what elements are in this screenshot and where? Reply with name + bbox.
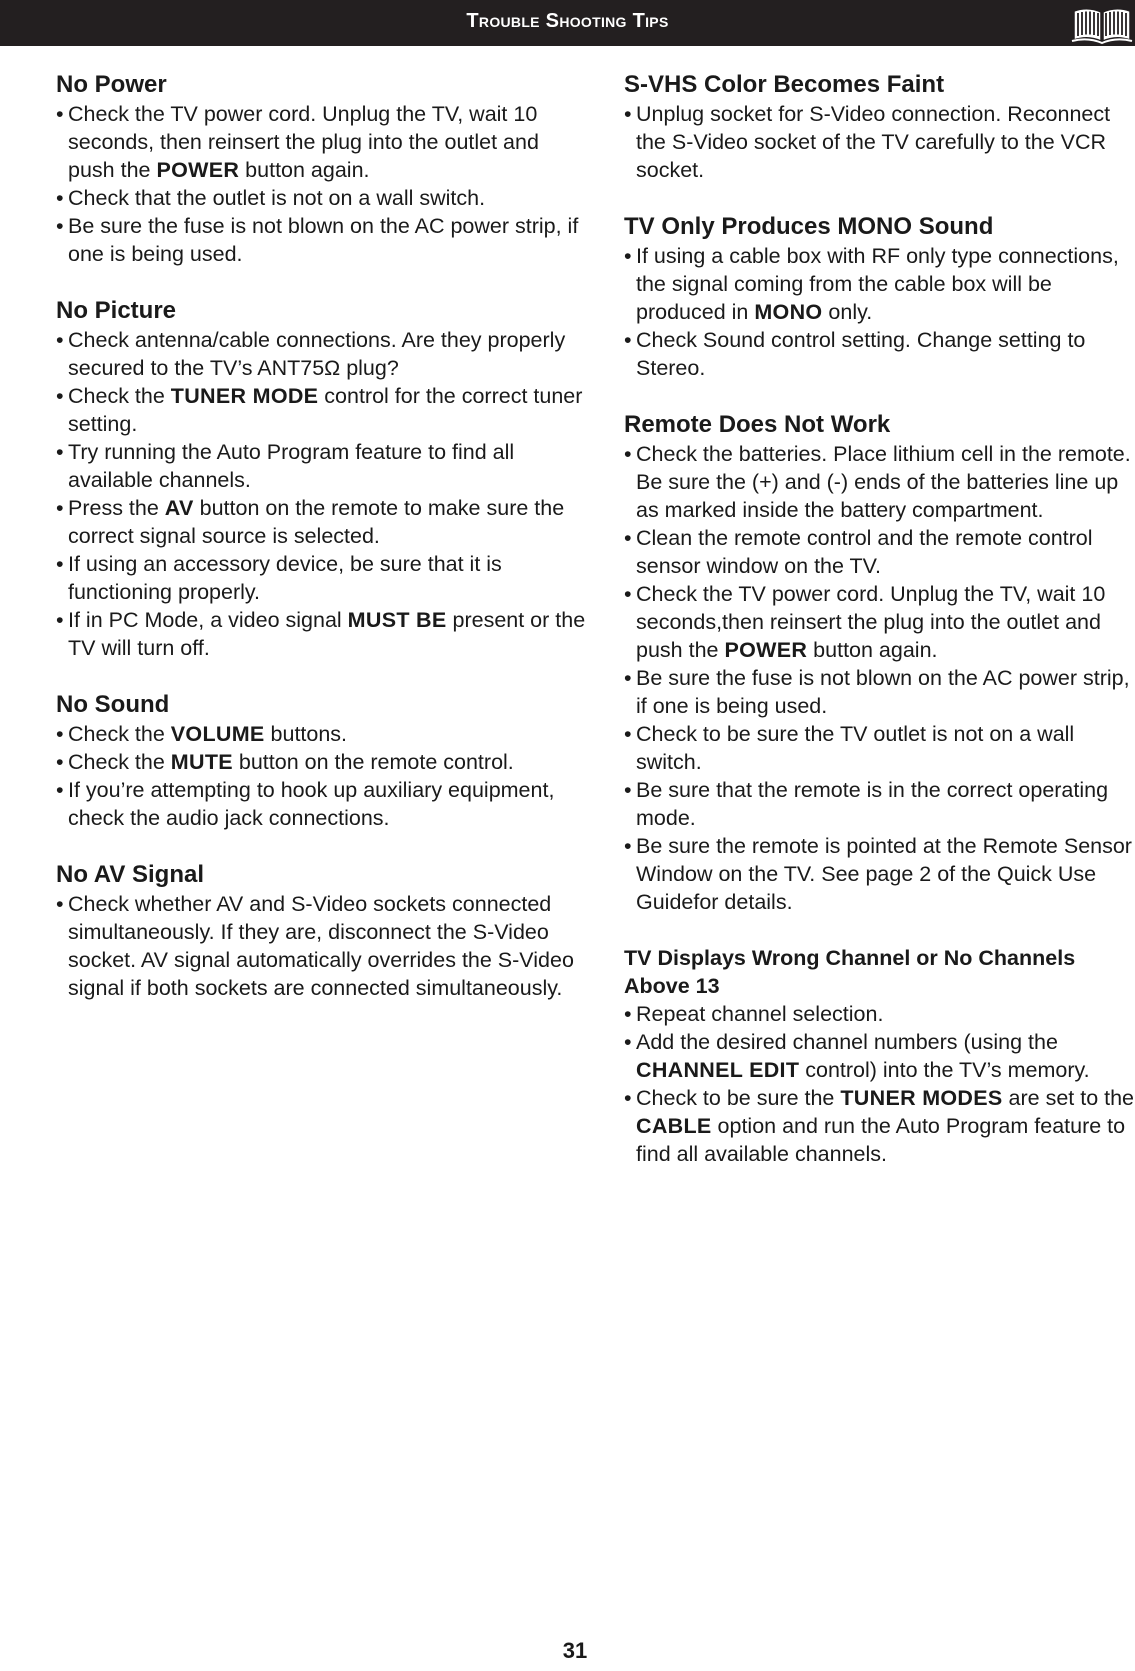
section-heading: No AV Signal: [56, 861, 205, 888]
bullet-text: Check antenna/cable connections. Are they properly secured to the TV’s ANT75Ω plug?: [68, 328, 566, 380]
bullet-dot-icon: •: [56, 440, 64, 464]
bullet-dot-icon: •: [624, 582, 632, 606]
bullet-text: Press the: [68, 496, 165, 520]
bullet-item: [624, 720, 1134, 776]
section-heading: No Power: [56, 71, 167, 98]
section-no-av-signal: [56, 860, 586, 1002]
bullet-item: [56, 720, 586, 748]
bullet-dot-icon: •: [624, 778, 632, 802]
section-no-picture: [56, 296, 586, 662]
bullet-text: Check the TV power cord. Unplug the TV, wait 10 seconds,then reinsert the plug into the outlet and push the: [636, 582, 1106, 662]
bullet-text: option and run the Auto Program feature to find all available channels.: [636, 1114, 1126, 1166]
bullet-text: Be sure the fuse is not blown on the AC power strip, if one is being used.: [636, 666, 1130, 718]
bullet-item: [56, 890, 586, 1002]
right-column: [624, 70, 1134, 1196]
bullet-item: [624, 242, 1134, 326]
bullet-text: are set to the: [1002, 1086, 1135, 1110]
bullet-dot-icon: •: [56, 608, 64, 632]
bullet-text: button again.: [239, 158, 370, 182]
keyword-volume: VOLUME: [170, 722, 265, 746]
bullet-text: Check the batteries. Place lithium cell in the remote. Be sure the (+) and (-) ends of the batteries line up as marked inside the battery compartment.: [636, 442, 1131, 522]
bullet-text: If in PC Mode, a video signal: [68, 608, 348, 632]
bullet-item: [624, 100, 1134, 184]
bullet-dot-icon: •: [624, 1030, 632, 1054]
bullet-item: [56, 606, 586, 662]
bullet-dot-icon: •: [56, 328, 64, 352]
section-s-vhs-color-becomes-faint: [624, 70, 1134, 184]
bullet-dot-icon: •: [56, 552, 64, 576]
left-column: [56, 70, 586, 1030]
bullet-item: [624, 440, 1134, 524]
keyword-power: POWER: [156, 158, 240, 182]
bullet-dot-icon: •: [56, 722, 64, 746]
page-header-title: Trouble Shooting Tips: [466, 10, 669, 32]
bullet-item: [56, 494, 586, 550]
bullet-text: Check the: [68, 750, 171, 774]
bullet-dot-icon: •: [56, 384, 64, 408]
bullet-dot-icon: •: [56, 214, 64, 238]
book-icon: [1070, 3, 1134, 45]
keyword-tuner-modes: TUNER MODES: [840, 1086, 1003, 1110]
section-remote-does-not-work: [624, 410, 1134, 916]
bullet-text: control) into the TV’s memory.: [799, 1058, 1090, 1082]
bullet-text: If using a cable box with RF only type connections, the signal coming from the cable box will be produced in: [636, 244, 1119, 324]
bullet-text: Check Sound control setting. Change setting to Stereo.: [636, 328, 1086, 380]
section-heading: No Picture: [56, 297, 177, 324]
section-tv-only-produces-mono-sound: [624, 212, 1134, 382]
keyword-tuner-mode: TUNER MODE: [170, 384, 319, 408]
section-tv-displays-wrong-channel-or-no-channels-above-13: [624, 944, 1134, 1168]
bullet-text: present or the TV will turn off.: [68, 608, 586, 660]
keyword-mono: MONO: [754, 300, 823, 324]
bullet-item: [624, 580, 1134, 664]
bullet-text: control for the correct tuner setting.: [68, 384, 583, 436]
bullet-dot-icon: •: [624, 722, 632, 746]
bullet-dot-icon: •: [624, 328, 632, 352]
bullet-text: Try running the Auto Program feature to find all available channels.: [68, 440, 515, 492]
bullet-item: [624, 326, 1134, 382]
bullet-dot-icon: •: [624, 834, 632, 858]
bullet-item: [56, 184, 586, 212]
bullet-dot-icon: •: [624, 1002, 632, 1026]
keyword-mute: MUTE: [170, 750, 233, 774]
bullet-dot-icon: •: [56, 496, 64, 520]
bullet-item: [56, 748, 586, 776]
bullet-item: [624, 1028, 1134, 1084]
bullet-text: Check whether AV and S-Video sockets connected simultaneously. If they are, disconnect the S-Video socket. AV signal automatically overrides the S-Video signal if both sockets are connected simultaneously.: [68, 892, 574, 1000]
keyword-av: AV: [164, 496, 194, 520]
section-heading: S-VHS Color Becomes Faint: [624, 71, 945, 98]
bullet-text: Be sure the fuse is not blown on the AC power strip, if one is being used.: [68, 214, 579, 266]
section-heading: TV Only Produces MONO Sound: [624, 213, 994, 240]
bullet-dot-icon: •: [624, 1086, 632, 1110]
bullet-text: button on the remote control.: [232, 750, 514, 774]
bullet-dot-icon: •: [56, 892, 64, 916]
keyword-power: POWER: [724, 638, 808, 662]
bullet-text: If using an accessory device, be sure that it is functioning properly.: [68, 552, 502, 604]
bullet-dot-icon: •: [56, 778, 64, 802]
section-heading: Remote Does Not Work: [624, 411, 891, 438]
bullet-text: Be sure that the remote is in the correct operating mode.: [636, 778, 1109, 830]
bullet-dot-icon: •: [56, 186, 64, 210]
keyword-cable: CABLE: [636, 1114, 712, 1138]
bullet-text: Be sure the remote is pointed at the Remote Sensor Window on the TV. See page 2 of the Quick Use Guidefor details.: [636, 834, 1132, 914]
keyword-channel-edit: CHANNEL EDIT: [636, 1058, 800, 1082]
section-heading: TV Displays Wrong Channel or No Channels Above 13: [624, 946, 1076, 998]
bullet-item: [624, 1084, 1134, 1168]
bullet-text: Check the TV power cord. Unplug the TV, wait 10 seconds, then reinsert the plug into the outlet and push the: [68, 102, 539, 182]
bullet-item: [56, 212, 586, 268]
bullet-text: Check that the outlet is not on a wall switch.: [68, 186, 486, 210]
bullet-dot-icon: •: [624, 666, 632, 690]
bullet-item: [56, 382, 586, 438]
header-bar: [0, 0, 1135, 46]
section-heading: No Sound: [56, 691, 170, 718]
bullet-dot-icon: •: [624, 526, 632, 550]
bullet-text: button again.: [807, 638, 938, 662]
bullet-text: Check the: [68, 722, 171, 746]
bullet-item: [56, 326, 586, 382]
section-no-sound: [56, 690, 586, 832]
bullet-item: [624, 776, 1134, 832]
bullet-dot-icon: •: [624, 102, 632, 126]
bullet-text: buttons.: [264, 722, 348, 746]
bullet-item: [56, 550, 586, 606]
bullet-text: Check to be sure the: [636, 1086, 841, 1110]
bullet-text: only.: [822, 300, 873, 324]
bullet-dot-icon: •: [624, 244, 632, 268]
bullet-item: [624, 832, 1134, 916]
bullet-text: Unplug socket for S-Video connection. Reconnect the S-Video socket of the TV carefully to the VCR socket.: [636, 102, 1111, 182]
bullet-item: [56, 100, 586, 184]
bullet-dot-icon: •: [56, 750, 64, 774]
bullet-text: If you’re attempting to hook up auxiliary equipment, check the audio jack connections.: [68, 778, 555, 830]
bullet-dot-icon: •: [624, 442, 632, 466]
bullet-text: Add the desired channel numbers (using the: [636, 1030, 1058, 1054]
keyword-must-be: MUST BE: [347, 608, 447, 632]
bullet-item: [624, 524, 1134, 580]
bullet-text: Clean the remote control and the remote control sensor window on the TV.: [636, 526, 1093, 578]
page-number: 31: [562, 1638, 588, 1663]
bullet-item: [56, 776, 586, 832]
bullet-item: [56, 438, 586, 494]
bullet-text: Repeat channel selection.: [636, 1002, 884, 1026]
bullet-item: [624, 664, 1134, 720]
bullet-text: Check to be sure the TV outlet is not on a wall switch.: [636, 722, 1075, 774]
bullet-dot-icon: •: [56, 102, 64, 126]
bullet-item: [624, 1000, 1134, 1028]
bullet-text: Check the: [68, 384, 171, 408]
bullet-text: button on the remote to make sure the correct signal source is selected.: [68, 496, 565, 548]
section-no-power: [56, 70, 586, 268]
